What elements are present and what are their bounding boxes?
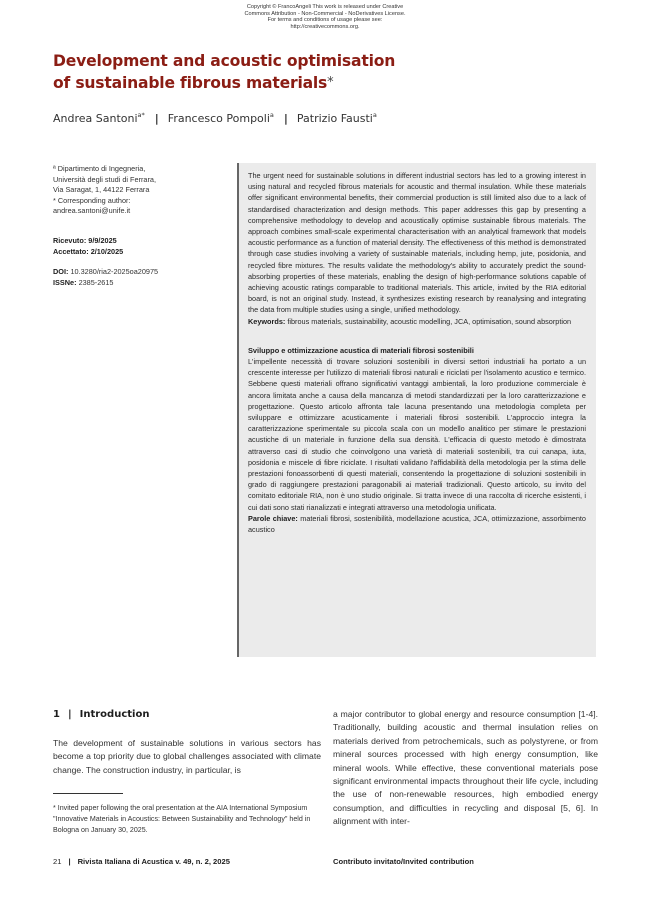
body-text-right-column: a major contributor to global energy and resource consumption [1-4]. Traditionally, building acoustic and thermal insulation relies on materials derived from petrochemicals, such as polystyrene, or from mineral sources processed with high energy consumption, like mineral wools. While effective, these conventional materials pose significant environmental impacts throughout their life cycle, including the use of non-renewable resources, high embodied energy consumption, and difficulties in recycling and disposal [5, 6]. In alignment with inter- [333, 709, 598, 827]
footnote-divider [53, 793, 123, 794]
author-affiliation-marker: a [269, 111, 274, 119]
page-number: 21 [53, 857, 62, 866]
abstract-english: The urgent need for sustainable solutions in different industrial sectors has led to a growing interest in using natural and recycled fibrous materials for acoustic and thermal insulation. While these materials offer significant environmental benefits, their commercial production is still limited also due to a lack of standardised characterization and design methods. This paper addresses this gap by presenting a comprehensive methodology to develop and acoustically optimise sustainable fibrous materials. The approach combines small-scale experimental characterisation with an analytical framework that models acoustic performance as a function of material density. The effectiveness of this method is demonstrated through case studies involving a variety of sustainable materials, including hemp, jute, posidonia, and recycled fibre mixtures. The results validate the methodology's ability to accurately predict the sound-absorbing properties of these materials, enabling the design of high-performance solutions capable of achieving acoustic ratings comparable to traditional materials. This article, invited by the RIA editorial board, is not an original study. Instead, it synthesizes existing research by reanalysing and integrating the data from multiple studies using a single, unified methodology. [248, 171, 586, 315]
corresponding-label: * Corresponding author: [53, 195, 131, 205]
license-notice [0, 4, 650, 30]
doi-label: DOI: [53, 267, 69, 276]
affiliation-line: ª Dipartimento di Ingegneria, [53, 164, 146, 173]
license-line: Commons Attribution - Non-Commercial - NoDerivatives License. [244, 10, 406, 17]
abstract-box [237, 163, 596, 657]
affiliation-line: Università degli studi di Ferrara, [53, 174, 157, 184]
author-name: Andrea Santoni [53, 112, 138, 125]
article-type: Contributo invitato/Invited contribution [333, 857, 474, 866]
abstract-italian-title: Sviluppo e ottimizzazione acustica di materiali fibrosi sostenibili [248, 345, 474, 355]
journal-citation: Rivista Italiana di Acustica v. 49, n. 2, 2025 [77, 857, 230, 866]
corresponding-email[interactable]: andrea.santoni@unife.it [53, 206, 131, 216]
title-footnote-marker: * [327, 75, 334, 90]
identifiers-block [53, 267, 221, 288]
author-affiliation-marker: a* [137, 111, 145, 119]
italian-keywords-label: Parole chiave: [248, 513, 298, 523]
italian-keywords-text: materiali fibrosi, sostenibilità, modellazione acustica, JCA, ottimizzazione, assorbimento acustico [248, 513, 586, 535]
dates-block [53, 236, 221, 257]
paper-title [53, 50, 573, 94]
author-separator: | [283, 112, 288, 125]
accepted-date: 2/10/2025 [90, 246, 124, 256]
license-link[interactable]: http://creativecommons.org. [290, 23, 360, 30]
author-name: Patrizio Fausti [296, 112, 373, 125]
doi-value[interactable]: 10.3280/ria2-2025oa20975 [70, 267, 159, 276]
section-separator: | [67, 709, 72, 720]
keywords-line [248, 316, 586, 327]
italian-keywords-line [248, 513, 586, 535]
author-name: Francesco Pompoli [167, 112, 270, 125]
keywords-label: Keywords: [248, 316, 286, 326]
section-title: Introduction [79, 709, 150, 720]
title-line-2: of sustainable fibrous materials [53, 74, 328, 92]
received-label: Ricevuto: [53, 236, 87, 245]
footnote: * Invited paper following the oral presentation at the AIA International Symposium "Innovative Materials in Acoustics: Between Sustainability and Technology" held in Bologna on January 30, 2025. [53, 804, 311, 835]
body-text-left-column: The development of sustainable solutions in various sectors has become a top priority due to global challenges associated with climate change. The construction industry, in particular, is [53, 738, 321, 775]
issn-label: ISSNe: [53, 277, 77, 287]
section-heading [53, 709, 149, 720]
affiliation-line: Via Saragat, 1, 44122 Ferrara [53, 185, 150, 195]
title-line-1: Development and acoustic optimisation [53, 52, 396, 70]
keywords-text: fibrous materials, sustainability, acoustic modelling, JCA, optimisation, sound absorption [287, 316, 572, 326]
license-line: For terms and conditions of usage please see: [267, 17, 383, 24]
footer-separator: | [68, 857, 71, 866]
author-affiliation-marker: a [372, 111, 377, 119]
page-footer-left [53, 857, 230, 866]
issn-value: 2385-2615 [78, 277, 114, 287]
author-list [53, 111, 377, 125]
affiliation-block [53, 164, 221, 217]
section-number: 1 [53, 709, 60, 720]
received-date: 9/9/2025 [88, 236, 117, 245]
author-separator: | [154, 112, 159, 125]
accepted-label: Accettato: [53, 246, 89, 256]
abstract-italian: L'impellente necessità di trovare soluzioni sostenibili in diversi settori industriali ha portato a un crescente interesse per l'utilizzo di materiali fibrosi naturali e riciclati per l'isolamento acustico e termico. Sebbene questi materiali offrano significativi vantaggi ambientali, la loro produzione commerciale è ancora limitata anche a causa della mancanza di metodi standardizzati per la loro caratterizzazione e progettazione. Questo articolo affronta tale lacuna presentando una metodologia completa per sviluppare e ottimizzare acusticamente i materiali fibrosi sostenibili. L'approccio integra la caratterizzazione sperimentale su piccola scala con un modello analitico per stimare le prestazioni acustiche di un materiale in funzione della sua densità. L'efficacia di questo metodo è dimostrata attraverso casi di studio che coinvolgono una varietà di materiali sostenibili, tra cui canapa, iuta, posidonia e miscele di fibre riciclate. I risultati validano l'affidabilità della metodologia per la stima delle prestazioni fonoassorbenti di questi materiali, consentendo la progettazione di soluzioni sostenibili in grado di raggiungere prestazioni paragonabili ai materiali tradizionali. Questo articolo, su invito del comitato editoriale RIA, non è uno studio originale. Si tratta invece di una raccolta di ricerche esistenti, i cui dati sono stati rianalizzati e integrati attraverso una metodologia unificata. [248, 357, 586, 512]
license-line: Copyright © FrancoAngeli This work is released under Creative [246, 4, 404, 10]
